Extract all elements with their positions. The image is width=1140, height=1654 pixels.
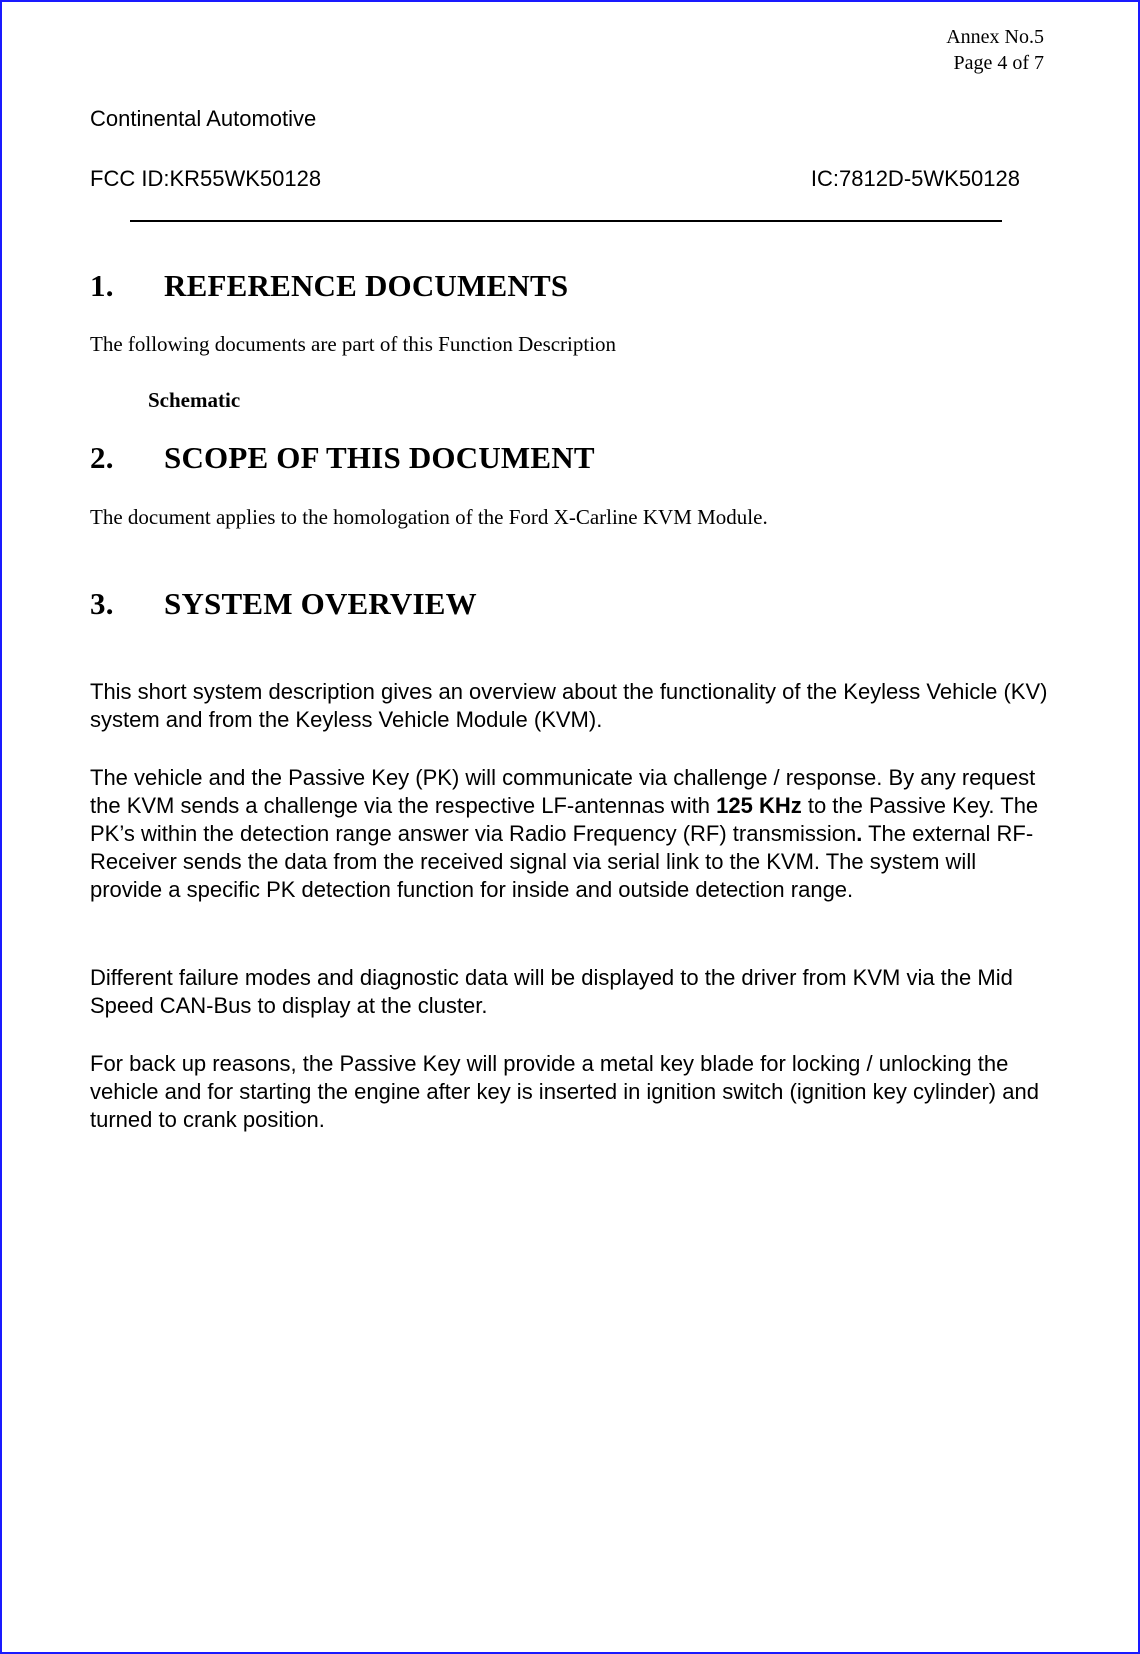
- section-2-number: 2.: [90, 440, 114, 475]
- overview-paragraph-1: This short system description gives an overview about the functionality of the Keyless Vehicle (KV) system and from the Keyless Vehicle Module (KVM).: [90, 679, 1048, 732]
- overview-p2-part-a: The vehicle and the Passive Key (PK) will communicate via challenge / response. By any request the KVM sends a challenge via the respective LF-antennas with: [90, 765, 1036, 818]
- ic-id: IC:7812D-5WK50128: [810, 166, 1020, 191]
- id-line: [90, 166, 1020, 192]
- section-2-title: SCOPE OF THIS DOCUMENT: [164, 440, 595, 475]
- overview-paragraph-3: Different failure modes and diagnostic data will be displayed to the driver from KVM via the Mid Speed CAN-Bus to display at the cluster.: [90, 965, 1013, 1018]
- overview-p2-period: .: [856, 821, 863, 846]
- overview-p2-part-c: The external RF-Receiver sends the data from the received signal via serial link to the KVM. The system will provide a specific PK detection function for inside and outside detection range.: [90, 821, 1034, 902]
- overview-paragraph-4: For back up reasons, the Passive Key will provide a metal key blade for locking / unlocking the vehicle and for starting the engine after key is inserted in ignition switch (ignition key cylinder) and turned to crank position.: [90, 1051, 1039, 1132]
- section-3-title: SYSTEM OVERVIEW: [164, 586, 477, 621]
- annex-number: Annex No.5: [946, 26, 1044, 48]
- overview-p2-frequency: 125 KHz: [716, 793, 802, 818]
- annex-block: [946, 24, 1044, 76]
- section-2-body: The document applies to the homologation of the Ford X-Carline KVM Module.: [90, 505, 768, 529]
- section-1-title: REFERENCE DOCUMENTS: [164, 268, 569, 303]
- section-3-number: 3.: [90, 586, 114, 621]
- section-1-item-schematic: Schematic: [148, 388, 241, 412]
- overview-p2-part-b: to the Passive Key. The PK’s within the detection range answer via Radio Frequency (RF) transmission: [90, 793, 1039, 846]
- page-number: Page 4 of 7: [953, 52, 1044, 74]
- header-rule: [130, 220, 1002, 222]
- section-3-heading: [90, 586, 477, 622]
- section-1-body: The following documents are part of this Function Description: [90, 332, 617, 356]
- overview-paragraph-2: [90, 764, 1050, 904]
- section-2-heading: [90, 440, 595, 476]
- company-name: Continental Automotive: [90, 106, 317, 131]
- fcc-id: FCC ID:KR55WK50128: [90, 166, 322, 191]
- section-1-number: 1.: [90, 268, 114, 303]
- section-1-heading: [90, 268, 568, 304]
